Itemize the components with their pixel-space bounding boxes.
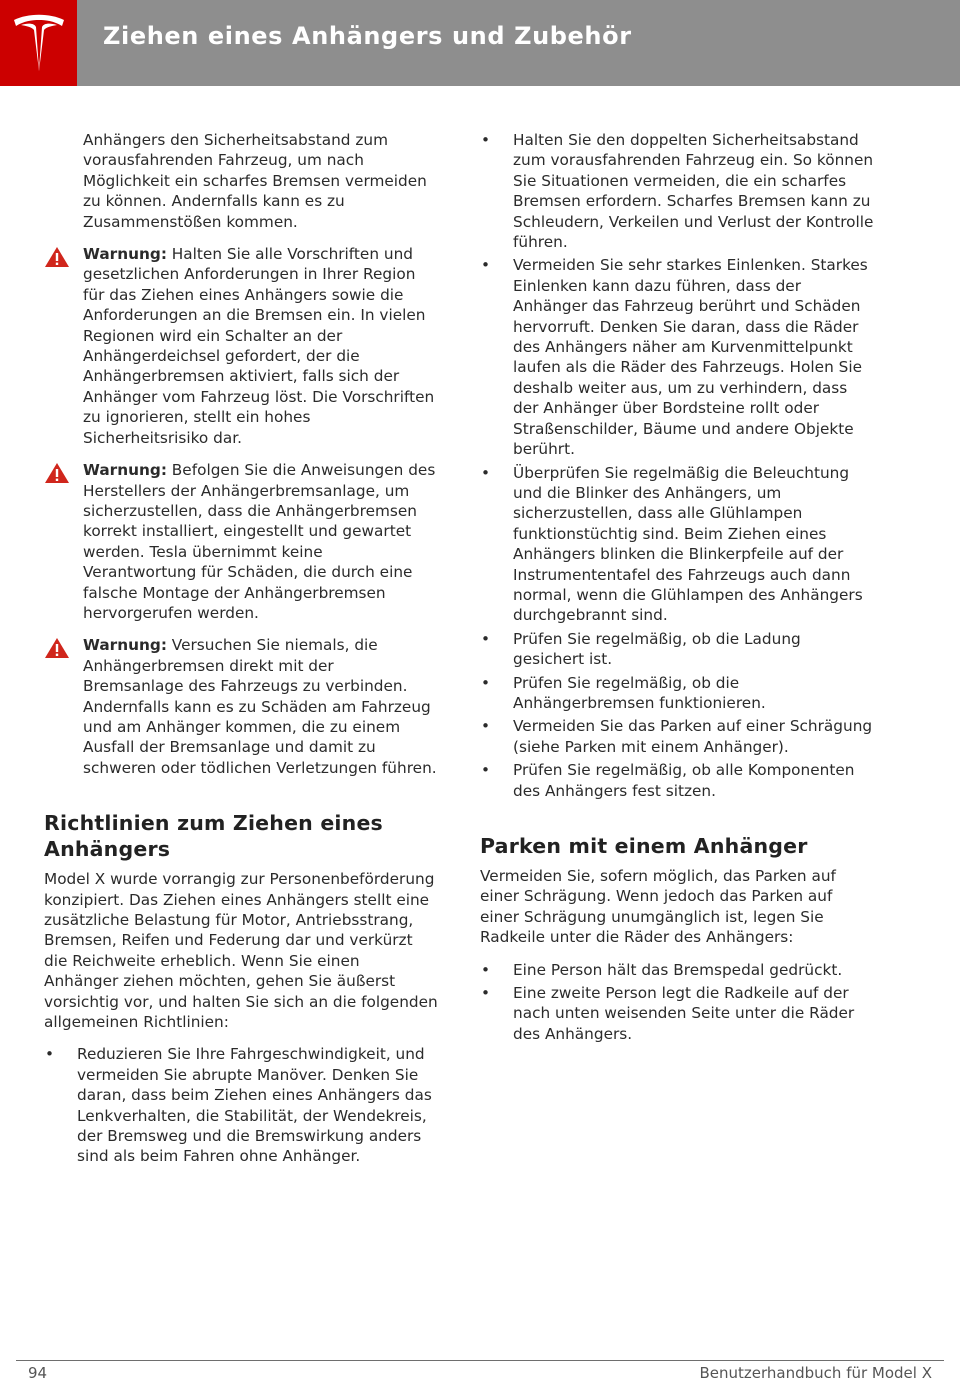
warning-label: Warnung: <box>83 461 167 480</box>
list-item: • Vermeiden Sie sehr starkes Einlenken. Starkes Einlenken kann dazu führen, dass der Anhänger das Fahrzeug berührt und Schäden hervorruft. Denken Sie daran, dass die Räder des Anhängers näher am Kurvenmittelpunkt laufen als die Räder des Fahrzeugs. Holen Sie deshalb weiter aus, um zu verhindern, dass der Anhänger über Bordsteine rollt oder Straßenschilder, Bäume und andere Objekte berührt. <box>481 256 868 459</box>
list-item: • Überprüfen Sie regelmäßig die Beleuchtung und die Blinker des Anhängers, um sicherzustellen, dass alle Glühlampen funktionstüchtig sind. Beim Ziehen eines Anhängers blinken die Blinkerpfeile auf der Instrumententafel des Fahrzeugs auch dann normal, wenn die Glühlampen des Anhängers durchgebrannt sind. <box>481 463 863 625</box>
warning-icon <box>44 246 70 268</box>
warning-text: Halten Sie alle Vorschriften und gesetzlichen Anforderungen in Ihrer Region für das Ziehen eines Anhängers sowie die Anforderungen an die Bremsen ein. In vielen Regionen wird ein Schalter an der Anhängerdeichsel gefordert, der die Anhängerbremsen aktiviert, falls sich der Anhänger vom Fahrzeug löst. Die Vorschriften zu ignorieren, stellt ein hohes Sicherheitsrisiko dar. <box>83 245 435 447</box>
right-column <box>480 130 876 1047</box>
warning-icon <box>44 637 70 659</box>
bullet-list <box>44 1044 438 1166</box>
warning-icon <box>44 462 70 484</box>
left-column <box>44 130 438 1170</box>
page-header <box>0 0 960 86</box>
tesla-logo-icon <box>12 14 66 72</box>
list-item: • Eine zweite Person legt die Radkeile auf der nach unten weisenden Seite unter die Räder des Anhängers. <box>481 984 855 1043</box>
page-number: 94 <box>28 1364 48 1382</box>
bullet: • <box>481 463 491 482</box>
bullet: • <box>481 673 491 692</box>
warning-label: Warnung: <box>83 636 167 655</box>
warning-block <box>44 244 438 448</box>
bullet: • <box>481 717 491 736</box>
bullet: • <box>481 256 491 275</box>
warning-block <box>44 635 438 778</box>
list-item: • Prüfen Sie regelmäßig, ob die Ladung gesichert ist. <box>481 629 801 669</box>
tesla-logo <box>0 0 77 86</box>
bullet: • <box>481 131 491 149</box>
warning-label: Warnung: <box>83 245 167 264</box>
bullet: • <box>45 1045 55 1064</box>
intro-paragraph: Anhängers den Sicherheitsabstand zum vorausfahrenden Fahrzeug, um nach Möglichkeit ein scharfes Bremsen vermeiden zu können. Andernfalls kann es zu Zusammenstößen kommen. <box>83 131 427 231</box>
section-body: Vermeiden Sie, sofern möglich, das Parken auf einer Schrägung. Wenn jedoch das Parken auf einer Schrägung unumgänglich ist, legen Sie Radkeile unter die Räder des Anhängers: <box>480 867 836 947</box>
list-item: • Prüfen Sie regelmäßig, ob alle Komponenten des Anhängers fest sitzen. <box>481 761 855 800</box>
list-item: • Vermeiden Sie das Parken auf einer Schrägung (siehe Parken mit einem Anhänger). <box>481 717 873 756</box>
section-heading-parking-with-trailer: Parken mit einem Anhänger <box>480 834 808 858</box>
list-item: • Halten Sie den doppelten Sicherheitsabstand zum vorausfahrenden Fahrzeug ein. So können Sie Situationen vermeiden, die ein scharfes Bremsen erfordern. Scharfes Bremsen kann zu Schleudern, Verkeilen und Verlust der Kontrolle führen. <box>481 131 874 252</box>
warning-text: Befolgen Sie die Anweisungen des Herstellers der Anhängerbremsanlage, um sicherzustellen, dass die Anhängerbremsen korrekt installiert, eingestellt und gewartet werden. Tesla übernimmt keine Verantwortung für Schäden, die durch eine falsche Montage der Anhängerbremsen hervorgerufen werden. <box>83 461 436 622</box>
bullet: • <box>481 761 491 780</box>
list-item: • Eine Person hält das Bremspedal gedrückt. <box>481 960 843 979</box>
footer-divider <box>16 1360 944 1361</box>
list-item: • Prüfen Sie regelmäßig, ob die Anhängerbremsen funktionieren. <box>481 673 766 712</box>
section-body: Model X wurde vorrangig zur Personenbeförderung konzipiert. Das Ziehen eines Anhängers stellt eine zusätzliche Belastung für Motor, Antriebsstrang, Bremsen, Reifen und Federung dar und verkürzt die Reichweite erheblich. Wenn Sie einen Anhänger ziehen möchten, gehen Sie äußerst vorsichtig vor, und halten Sie sich an die folgenden allgemeinen Richtlinien: <box>44 870 438 1032</box>
chapter-title: Ziehen eines Anhängers und Zubehör <box>103 22 632 50</box>
section-heading-towing-guidelines: Richtlinien zum Ziehen eines Anhängers <box>44 811 383 862</box>
bullet: • <box>481 629 491 648</box>
warning-text: Versuchen Sie niemals, die Anhängerbremsen direkt mit der Bremsanlage des Fahrzeugs zu verbinden. Andernfalls kann es zu Schäden am Fahrzeug und am Anhänger kommen, die zu einem Ausfall der Bremsanlage und damit zu schweren oder tödlichen Verletzungen führen. <box>83 636 437 777</box>
bullet: • <box>481 984 491 1003</box>
manual-title: Benutzerhandbuch für Model X <box>699 1364 932 1382</box>
list-item: • Reduzieren Sie Ihre Fahrgeschwindigkeit, und vermeiden Sie abrupte Manöver. Denken Sie daran, dass beim Ziehen eines Anhängers das Lenkverhalten, die Stabilität, der Wendekreis, der Bremsweg und die Bremswirkung anders sind als beim Fahren ohne Anhänger. <box>45 1045 432 1166</box>
bullet-list <box>480 960 876 1045</box>
bullet: • <box>481 960 491 979</box>
warning-block <box>44 460 438 623</box>
bullet-list <box>480 130 876 801</box>
